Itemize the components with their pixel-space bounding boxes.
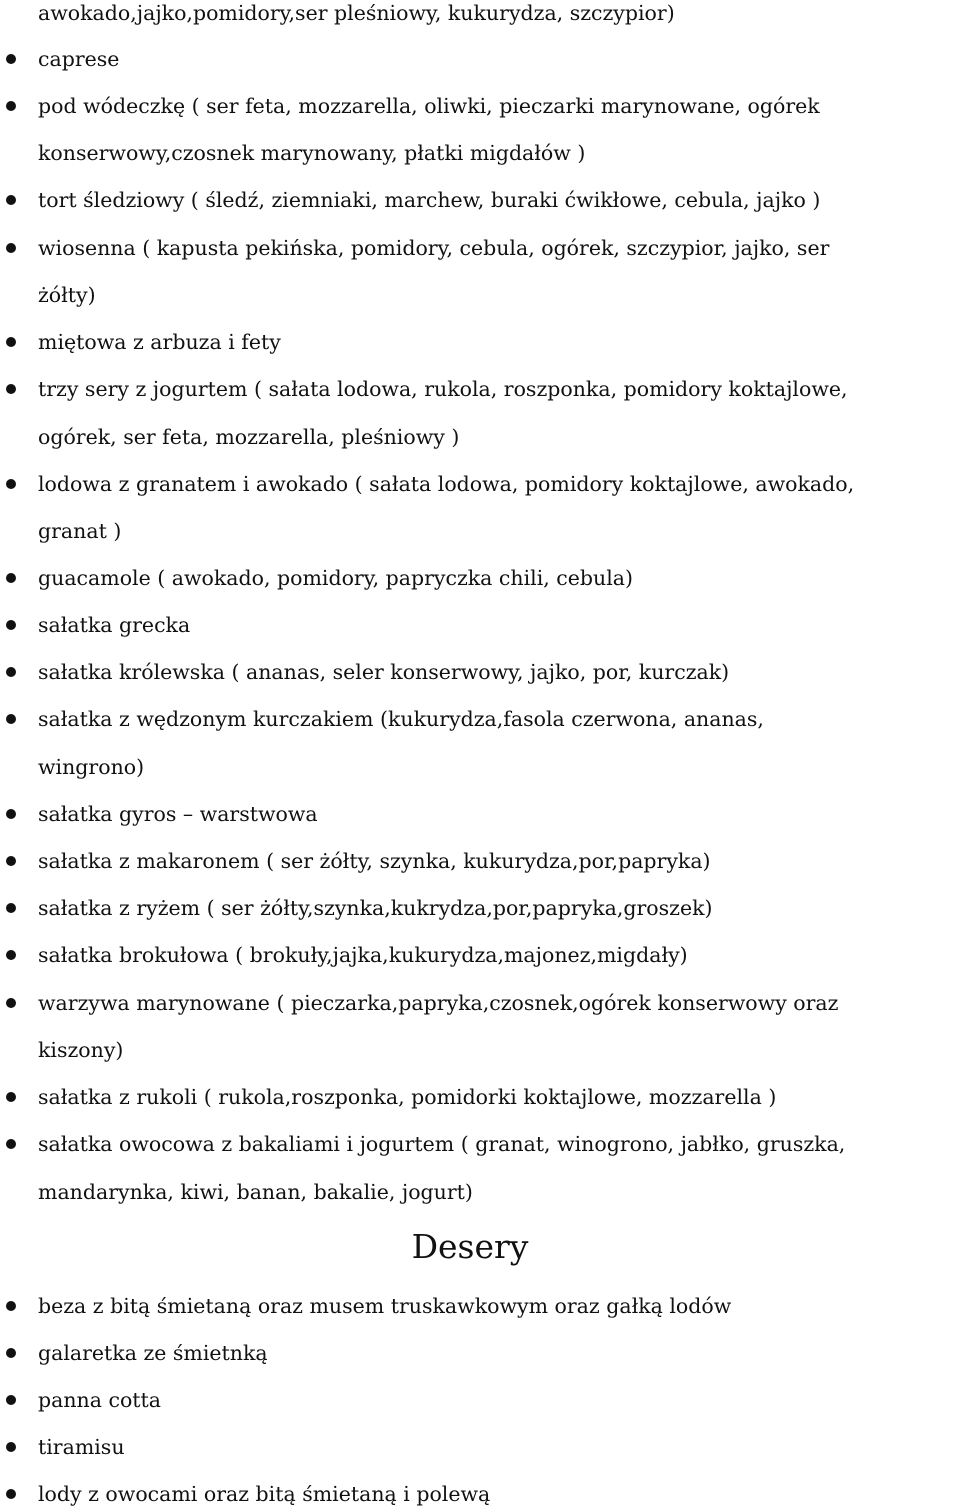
dessert-item-galaretka: galaretka ze śmietnką — [38, 1341, 268, 1365]
salad-item-continuation: kiszony) — [38, 1038, 124, 1062]
bullet-icon — [6, 573, 16, 583]
bullet-icon — [6, 337, 16, 347]
salad-item-continuation: wingrono) — [38, 755, 145, 779]
salad-item-krolewska: sałatka królewska ( ananas, seler konserwowy, jajko, por, kurczak) — [38, 660, 730, 684]
dessert-item-beza: beza z bitą śmietaną oraz musem truskawkowym oraz gałką lodów — [38, 1294, 732, 1318]
salad-item-rukola: sałatka z rukoli ( rukola,roszponka, pomidorki koktajlowe, mozzarella ) — [38, 1085, 777, 1109]
salad-item-continuation: konserwowy,czosnek marynowany, płatki migdałów ) — [38, 141, 586, 165]
bullet-icon — [6, 195, 16, 205]
desserts-heading: Desery — [411, 1227, 529, 1266]
salad-item-wedzony-kurczak: sałatka z wędzonym kurczakiem (kukurydza,fasola czerwona, ananas, — [38, 707, 764, 731]
bullet-icon — [6, 667, 16, 677]
salad-item-continuation: mandarynka, kiwi, banan, bakalie, jogurt) — [38, 1180, 473, 1204]
bullet-icon — [6, 950, 16, 960]
salad-item-continuation: żółty) — [38, 283, 96, 307]
salad-item-continuation: ogórek, ser feta, mozzarella, pleśniowy ) — [38, 425, 460, 449]
bullet-icon — [6, 998, 16, 1008]
bullet-icon — [6, 101, 16, 111]
bullet-icon — [6, 1489, 16, 1499]
salad-item-gyros: sałatka gyros – warstwowa — [38, 802, 318, 826]
salad-item-tort-sledziowy: tort śledziowy ( śledź, ziemniaki, marchew, buraki ćwikłowe, cebula, jajko ) — [38, 188, 821, 212]
bullet-icon — [6, 1442, 16, 1452]
salad-item-mietowa: miętowa z arbuza i fety — [38, 330, 281, 354]
salad-item-lodowa-z-granatem: lodowa z granatem i awokado ( sałata lodowa, pomidory koktajlowe, awokado, — [38, 472, 855, 496]
salad-item-guacamole: guacamole ( awokado, pomidory, papryczka chili, cebula) — [38, 566, 634, 590]
bullet-icon — [6, 479, 16, 489]
bullet-icon — [6, 1395, 16, 1405]
salad-item-ryz: sałatka z ryżem ( ser żółty,szynka,kukrydza,por,papryka,groszek) — [38, 896, 713, 920]
bullet-icon — [6, 620, 16, 630]
salad-item-wiosenna: wiosenna ( kapusta pekińska, pomidory, cebula, ogórek, szczypior, jajko, ser — [38, 236, 830, 260]
salad-item-warzywa-marynowane: warzywa marynowane ( pieczarka,papryka,czosnek,ogórek konserwowy oraz — [38, 991, 839, 1015]
salad-item-pod-wodeczke: pod wódeczkę ( ser feta, mozzarella, oliwki, pieczarki marynowane, ogórek — [38, 94, 820, 118]
bullet-icon — [6, 54, 16, 64]
salad-item-caprese: caprese — [38, 47, 120, 71]
bullet-icon — [6, 714, 16, 724]
dessert-item-lody: lody z owocami oraz bitą śmietaną i polewą — [38, 1482, 491, 1506]
salad-line-continuation: awokado,jajko,pomidory,ser pleśniowy, kukurydza, szczypior) — [38, 1, 675, 25]
bullet-icon — [6, 384, 16, 394]
salad-item-brokulowa: sałatka brokułowa ( brokuły,jajka,kukurydza,majonez,migdały) — [38, 943, 688, 967]
dessert-item-panna-cotta: panna cotta — [38, 1388, 162, 1412]
bullet-icon — [6, 1348, 16, 1358]
dessert-item-tiramisu: tiramisu — [38, 1435, 125, 1459]
bullet-icon — [6, 1092, 16, 1102]
bullet-icon — [6, 243, 16, 253]
salad-item-trzy-sery: trzy sery z jogurtem ( sałata lodowa, rukola, roszponka, pomidory koktajlowe, — [38, 377, 848, 401]
salad-item-owocowa: sałatka owocowa z bakaliami i jogurtem ( granat, winogrono, jabłko, gruszka, — [38, 1132, 846, 1156]
salad-item-continuation: granat ) — [38, 519, 122, 543]
bullet-icon — [6, 809, 16, 819]
bullet-icon — [6, 856, 16, 866]
salad-item-grecka: sałatka grecka — [38, 613, 191, 637]
salad-item-makaron: sałatka z makaronem ( ser żółty, szynka, kukurydza,por,papryka) — [38, 849, 711, 873]
bullet-icon — [6, 1139, 16, 1149]
bullet-icon — [6, 903, 16, 913]
bullet-icon — [6, 1301, 16, 1311]
